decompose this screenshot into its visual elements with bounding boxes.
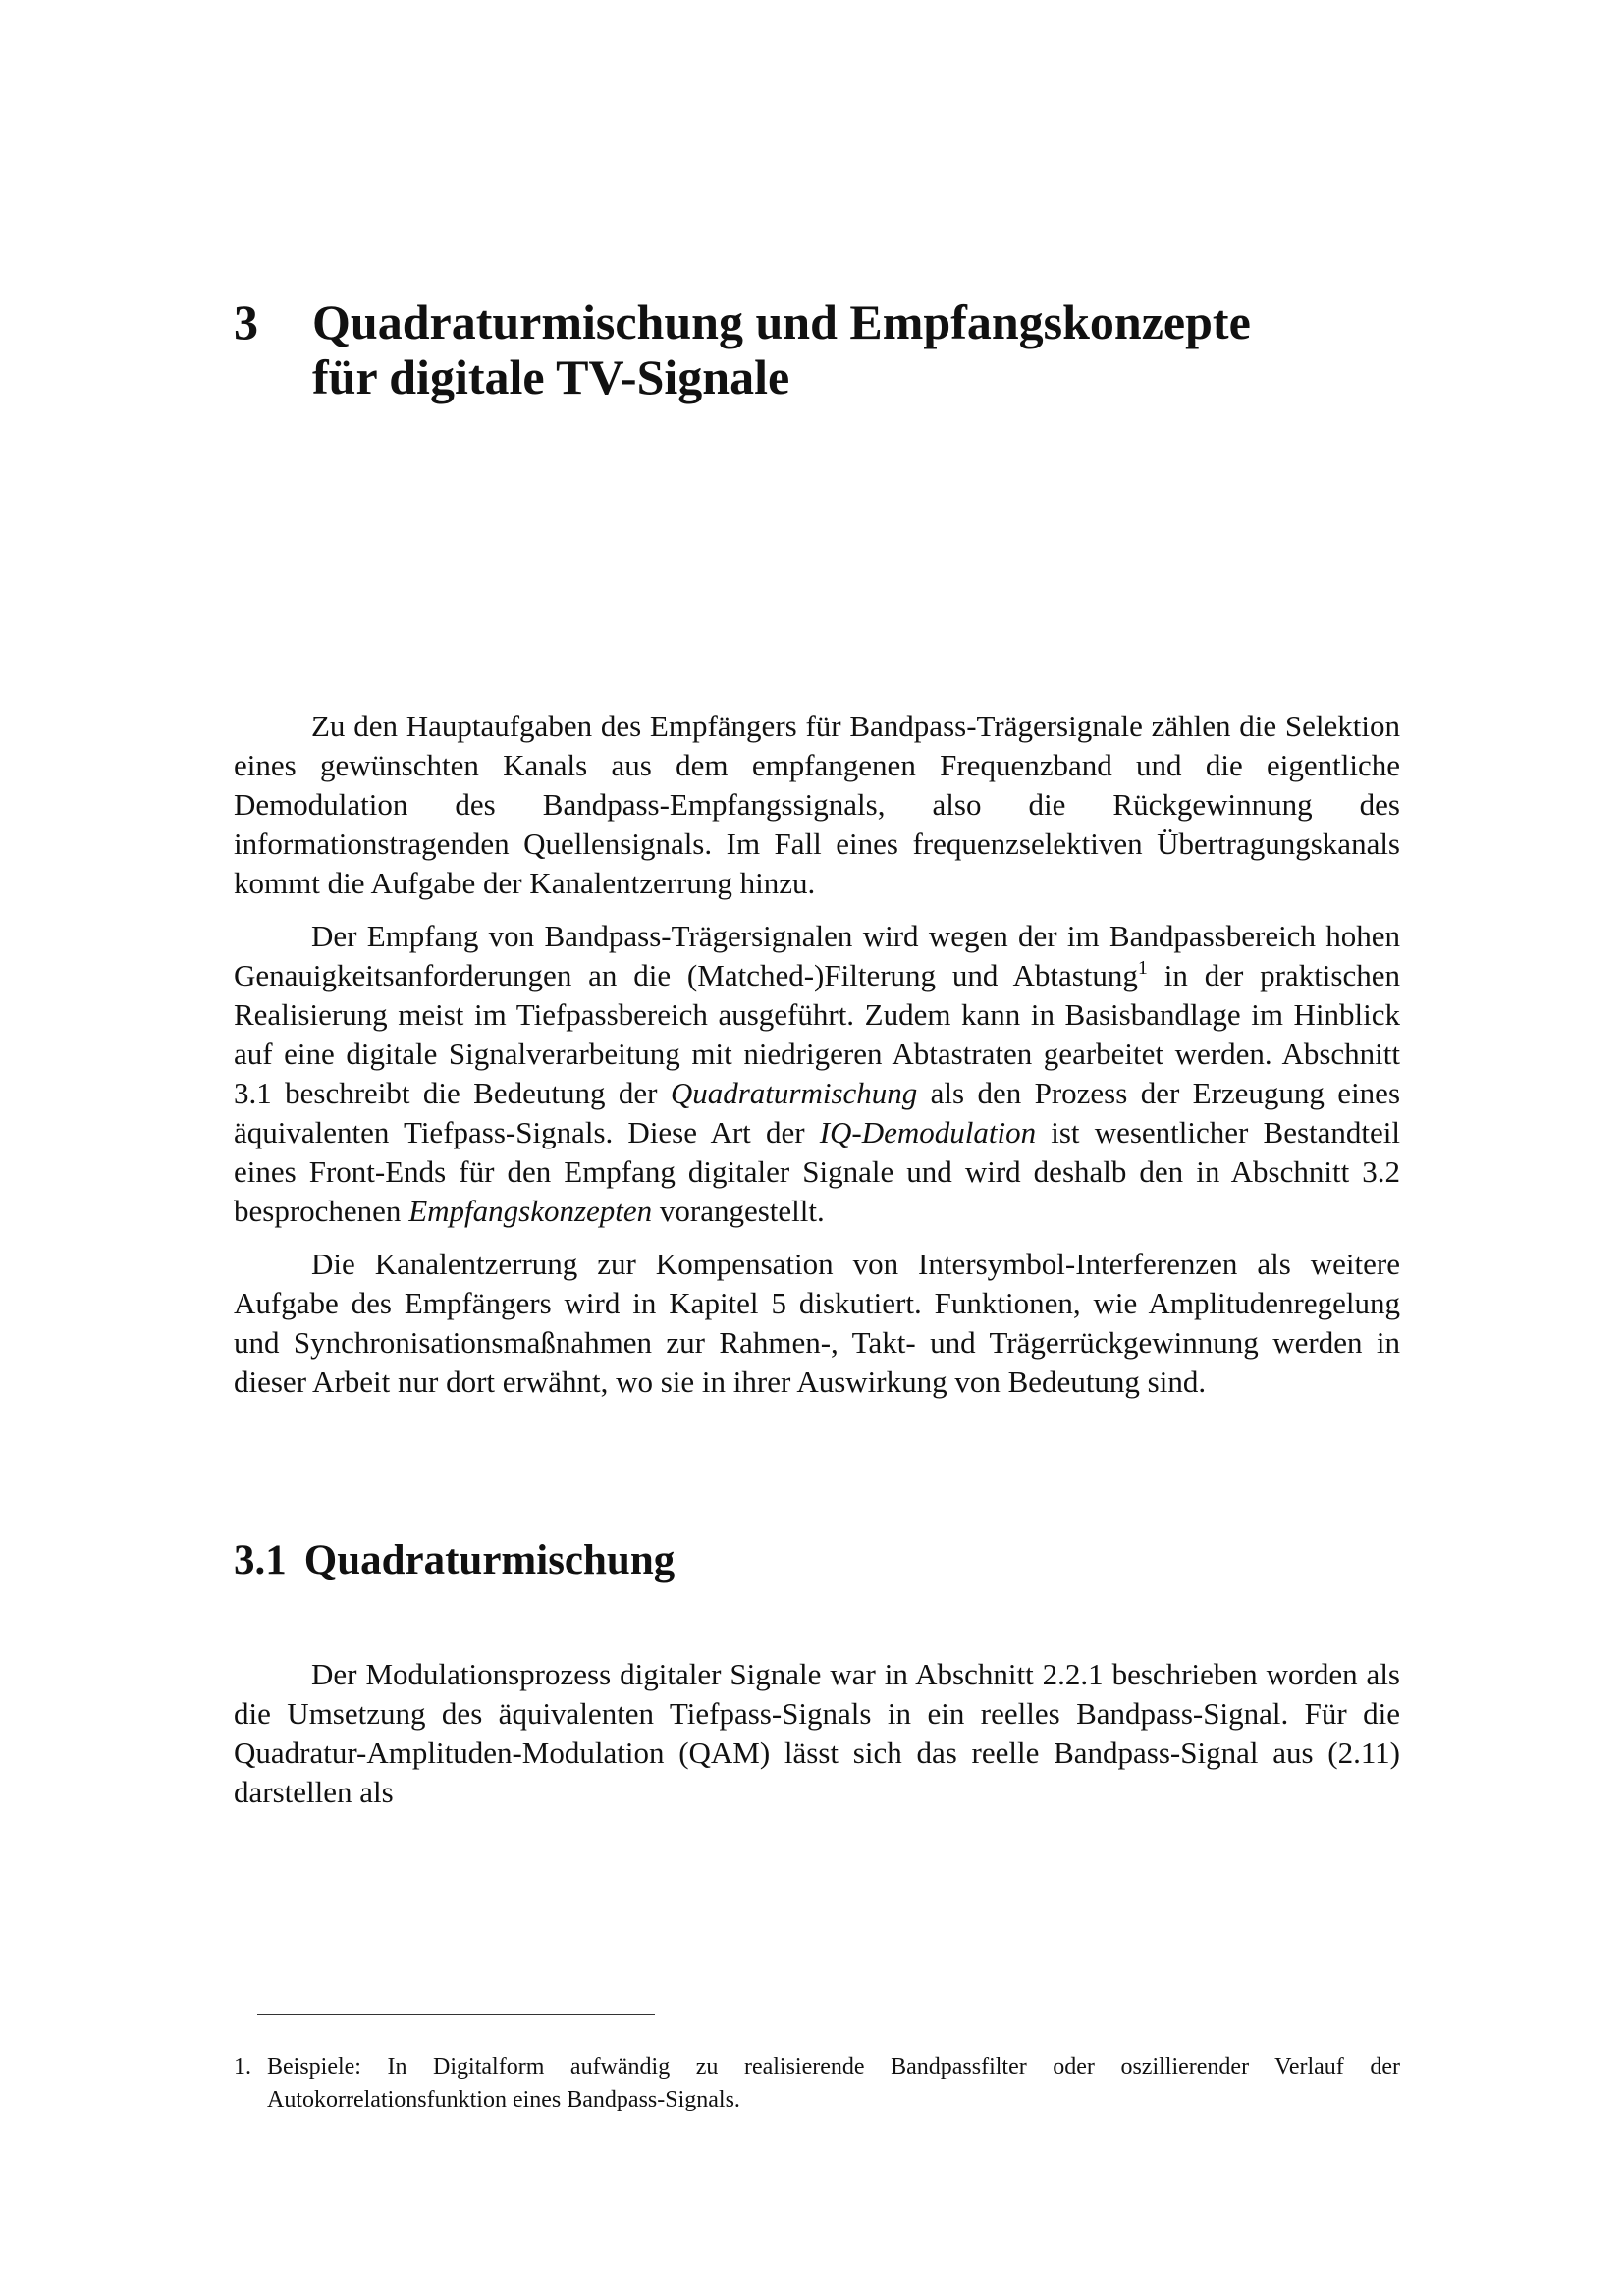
section-paragraph-1: Der Modulationsprozess digitaler Signale war in Abschnitt 2.2.1 beschrieben worden als die Umsetzung des äquivalenten Tiefpass-Signals in ein reelles Bandpass-Signal. Für die Quadratur-Amplituden-Modulation (QAM) lässt sich das reelle Bandpass-Signal aus (2.11) darstellen als <box>234 1657 1400 1809</box>
section-title <box>234 1536 675 1585</box>
intro-p2-text-c: als den Prozess der Erzeugung eines äquivalenten Tiefpass-Signals. Diese Art der <box>234 1076 1401 1149</box>
intro-paragraph-3: Die Kanalentzerrung zur Kompensation von Intersymbol-Interferenzen als weitere Aufgabe des Empfängers wird in Kapitel 5 diskutiert. Funktionen, wie Amplitudenregelung und Synchronisationsmaßnahmen zur Rahmen-, Takt- und Trägerrückgewinnung werden in dieser Arbeit nur dort erwähnt, wo sie in ihrer Auswirkung von Bedeutung sind. <box>234 1247 1400 1399</box>
chapter-title-line-2: für digitale TV-Signale <box>312 349 790 404</box>
chapter-title <box>234 294 1412 404</box>
intro-paragraph-1: Zu den Hauptaufgaben des Empfängers für Bandpass-Trägersignale zählen die Selektion eines gewünschten Kanals aus dem empfangenen Frequenzband und die eigentliche Demodulation des Bandpass-Empfangssignals, also die Rückgewinnung des informationstragenden Quellensignals. Im Fall eines frequenzselektiven Übertragungskanals kommt die Aufgabe der Kanalentzerrung hinzu. <box>234 709 1400 900</box>
intro-p2-text-d: ist wesentlicher Bestandteil eines Front-Ends für den Empfang digitaler Signale und wird deshalb den in Abschnitt 3.2 besprochenen <box>234 1115 1400 1228</box>
intro-p2-text-a: Der Empfang von Bandpass-Trägersignalen wird wegen der im Bandpassbereich hohen Genauigkeitsanforderungen an die (Matched-)Filterung und Abtastung <box>234 919 1400 992</box>
intro-paragraph-2 <box>234 917 1400 1231</box>
term-quadraturmischung: Quadraturmischung <box>670 1076 918 1110</box>
intro-p2-text-e: vorangestellt. <box>652 1194 825 1228</box>
footnote-mark: 1. <box>234 2055 251 2080</box>
section-number: 3.1 <box>234 1537 287 1583</box>
term-empfangskonzepte: Empfangskonzepten <box>408 1194 653 1228</box>
chapter-number: 3 <box>234 294 258 349</box>
section-heading-text: Quadraturmischung <box>303 1537 676 1583</box>
chapter-title-line-1: Quadraturmischung und Empfangskonzepte <box>312 294 1251 349</box>
section-body <box>234 1655 1400 1826</box>
footnote-text: Beispiele: In Digitalform aufwändig zu realisierende Bandpassfilter oder oszillierender Verlauf der Autokorrelationsfunktion eines Bandpass-Signals. <box>267 2055 1400 2112</box>
term-iq-demodulation: IQ-Demodulation <box>819 1115 1037 1149</box>
footnote <box>234 2052 1400 2116</box>
chapter-intro <box>234 707 1400 1415</box>
footnote-reference[interactable]: 1 <box>1137 957 1148 979</box>
intro-p2-text-b: in der praktischen Realisierung meist im Tiefpassbereich ausgeführt. Zudem kann in Basisbandlage im Hinblick auf eine digitale Signalverarbeitung mit niedrigeren Abtastraten gearbeitet werden. Abschnitt 3.1 beschreibt die Bedeutung der <box>234 958 1400 1110</box>
footnote-divider <box>257 2014 655 2015</box>
